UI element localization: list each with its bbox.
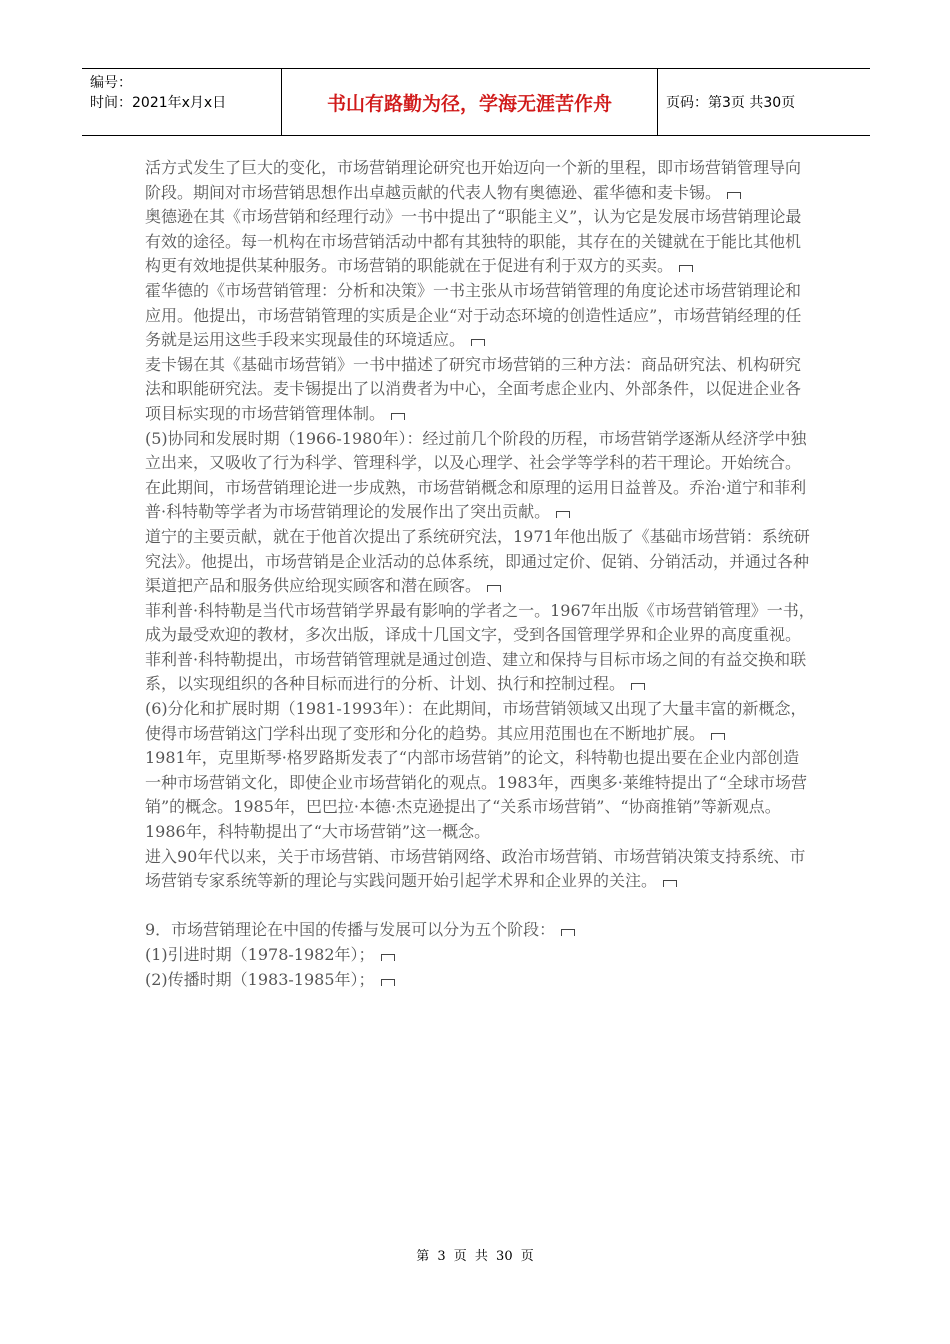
document-number-label: 编号： — [90, 75, 132, 91]
paragraph: 奥德逊在其《市场营销和经理行动》一书中提出了“职能主义”，认为它是发展市场营销理论最有效的途径。每一机构在市场营销活动中都有其独特的职能，其存在的关键就在于能比其他机构更有效地提供某种服务。市场营销的职能就在于促进有利于双方的买卖。 — [145, 207, 802, 276]
paragraph-mark-icon — [711, 733, 725, 740]
paragraph-mark-icon — [679, 265, 693, 272]
paragraph-mark-icon — [381, 954, 395, 961]
section-heading: 9．市场营销理论在中国的传播与发展可以分为五个阶段： — [145, 918, 815, 943]
paragraph-mark-icon — [391, 413, 405, 420]
list-item: (1)引进时期（1978-1982年）； — [145, 943, 815, 968]
header-motto: 书山有路勤为径，学海无涯苦作舟 — [282, 69, 658, 135]
list-item: (2)传播时期（1983-1985年）； — [145, 968, 815, 993]
paragraph: 进入90年代以来，关于市场营销、市场营销网络、政治市场营销、市场营销决策支持系统、市场营销专家系统等新的理论与实践问题开始引起学术界和企业界的关注。 — [145, 846, 806, 891]
paragraph: 麦卡锡在其《基础市场营销》一书中描述了研究市场营销的三种方法：商品研究法、机构研究法和职能研究法。麦卡锡提出了以消费者为中心，全面考虑企业内、外部条件，以促进企业各项目标实现的市场营销管理体制。 — [145, 354, 802, 423]
header-page-info: 页码：第3页 共30页 — [666, 95, 796, 111]
paragraph-mark-icon — [631, 683, 645, 690]
paragraph-mark-icon — [561, 929, 575, 936]
paragraph: (6)分化和扩展时期（1981-1993年）：在此期间，市场营销领域又出现了大量丰富的新概念，使得市场营销这门学科出现了变形和分化的趋势。其应用范围也在不断地扩展。 — [145, 699, 807, 743]
paragraph: (5)协同和发展时期（1966-1980年）：经过前几个阶段的历程，市场营销学逐渐从经济学中独立出来，又吸收了行为科学、管理科学，以及心理学、社会学等学科的若干理论。开始统合。在此期间，市场营销理论进一步成熟，市场营销概念和原理的运用日益普及。乔治·道宁和菲利普·科特勒等学者为市场营销理论的发展作出了突出贡献。 — [145, 428, 807, 522]
paragraph-mark-icon — [471, 339, 485, 346]
document-header — [82, 68, 870, 136]
paragraph-mark-icon — [556, 511, 570, 518]
paragraph-mark-icon — [381, 979, 395, 986]
paragraph: 菲利普·科特勒是当代市场营销学界最有影响的学者之一。1967年出版《市场营销管理》一书，成为最受欢迎的教材，多次出版，译成十几国文字，受到各国管理学界和企业界的高度重视。菲利普·科特勒提出，市场营销管理就是通过创造、建立和保持与目标市场之间的有益交换和联系，以实现组织的各种目标而进行的分析、计划、执行和控制过程。 — [145, 600, 815, 694]
blank-line — [145, 894, 815, 919]
paragraph: 1981年，克里斯琴·格罗路斯发表了“内部市场营销”的论文，科特勒也提出要在企业内部创造一种市场营销文化，即使企业市场营销化的观点。1983年，西奥多·莱维特提出了“全球市场营销”的概念。1985年，巴巴拉·本德·杰克逊提出了“关系市场营销”、“协商推销”等新观点。1986年，科特勒提出了“大市场营销”这一概念。 — [145, 748, 807, 842]
paragraph: 道宁的主要贡献，就在于他首次提出了系统研究法，1971年他出版了《基础市场营销：系统研究法》。他提出，市场营销是企业活动的总体系统，即通过定价、促销、分销活动，并通过各种渠道把产品和服务供应给现实顾客和潜在顾客。 — [145, 526, 810, 596]
page-footer: 第 3 页 共 30 页 — [416, 1249, 534, 1264]
document-time-label: 时间：2021年x月x日 — [90, 95, 227, 111]
paragraph: 霍华德的《市场营销管理：分析和决策》一书主张从市场营销管理的角度论述市场营销理论和应用。他提出，市场营销管理的实质是企业“对于动态环境的创造性适应”，市场营销经理的任务就是运用这些手段来实现最佳的环境适应。 — [145, 280, 802, 350]
header-meta — [82, 69, 282, 135]
paragraph-mark-icon — [663, 880, 677, 887]
paragraph-mark-icon — [727, 192, 741, 199]
paragraph-mark-icon — [487, 585, 501, 592]
paragraph: 活方式发生了巨大的变化，市场营销理论研究也开始迈向一个新的里程，即市场营销管理导向阶段。期间对市场营销思想作出卓越贡献的代表人物有奥德逊、霍华德和麦卡锡。 — [145, 158, 802, 202]
document-body — [145, 156, 815, 992]
